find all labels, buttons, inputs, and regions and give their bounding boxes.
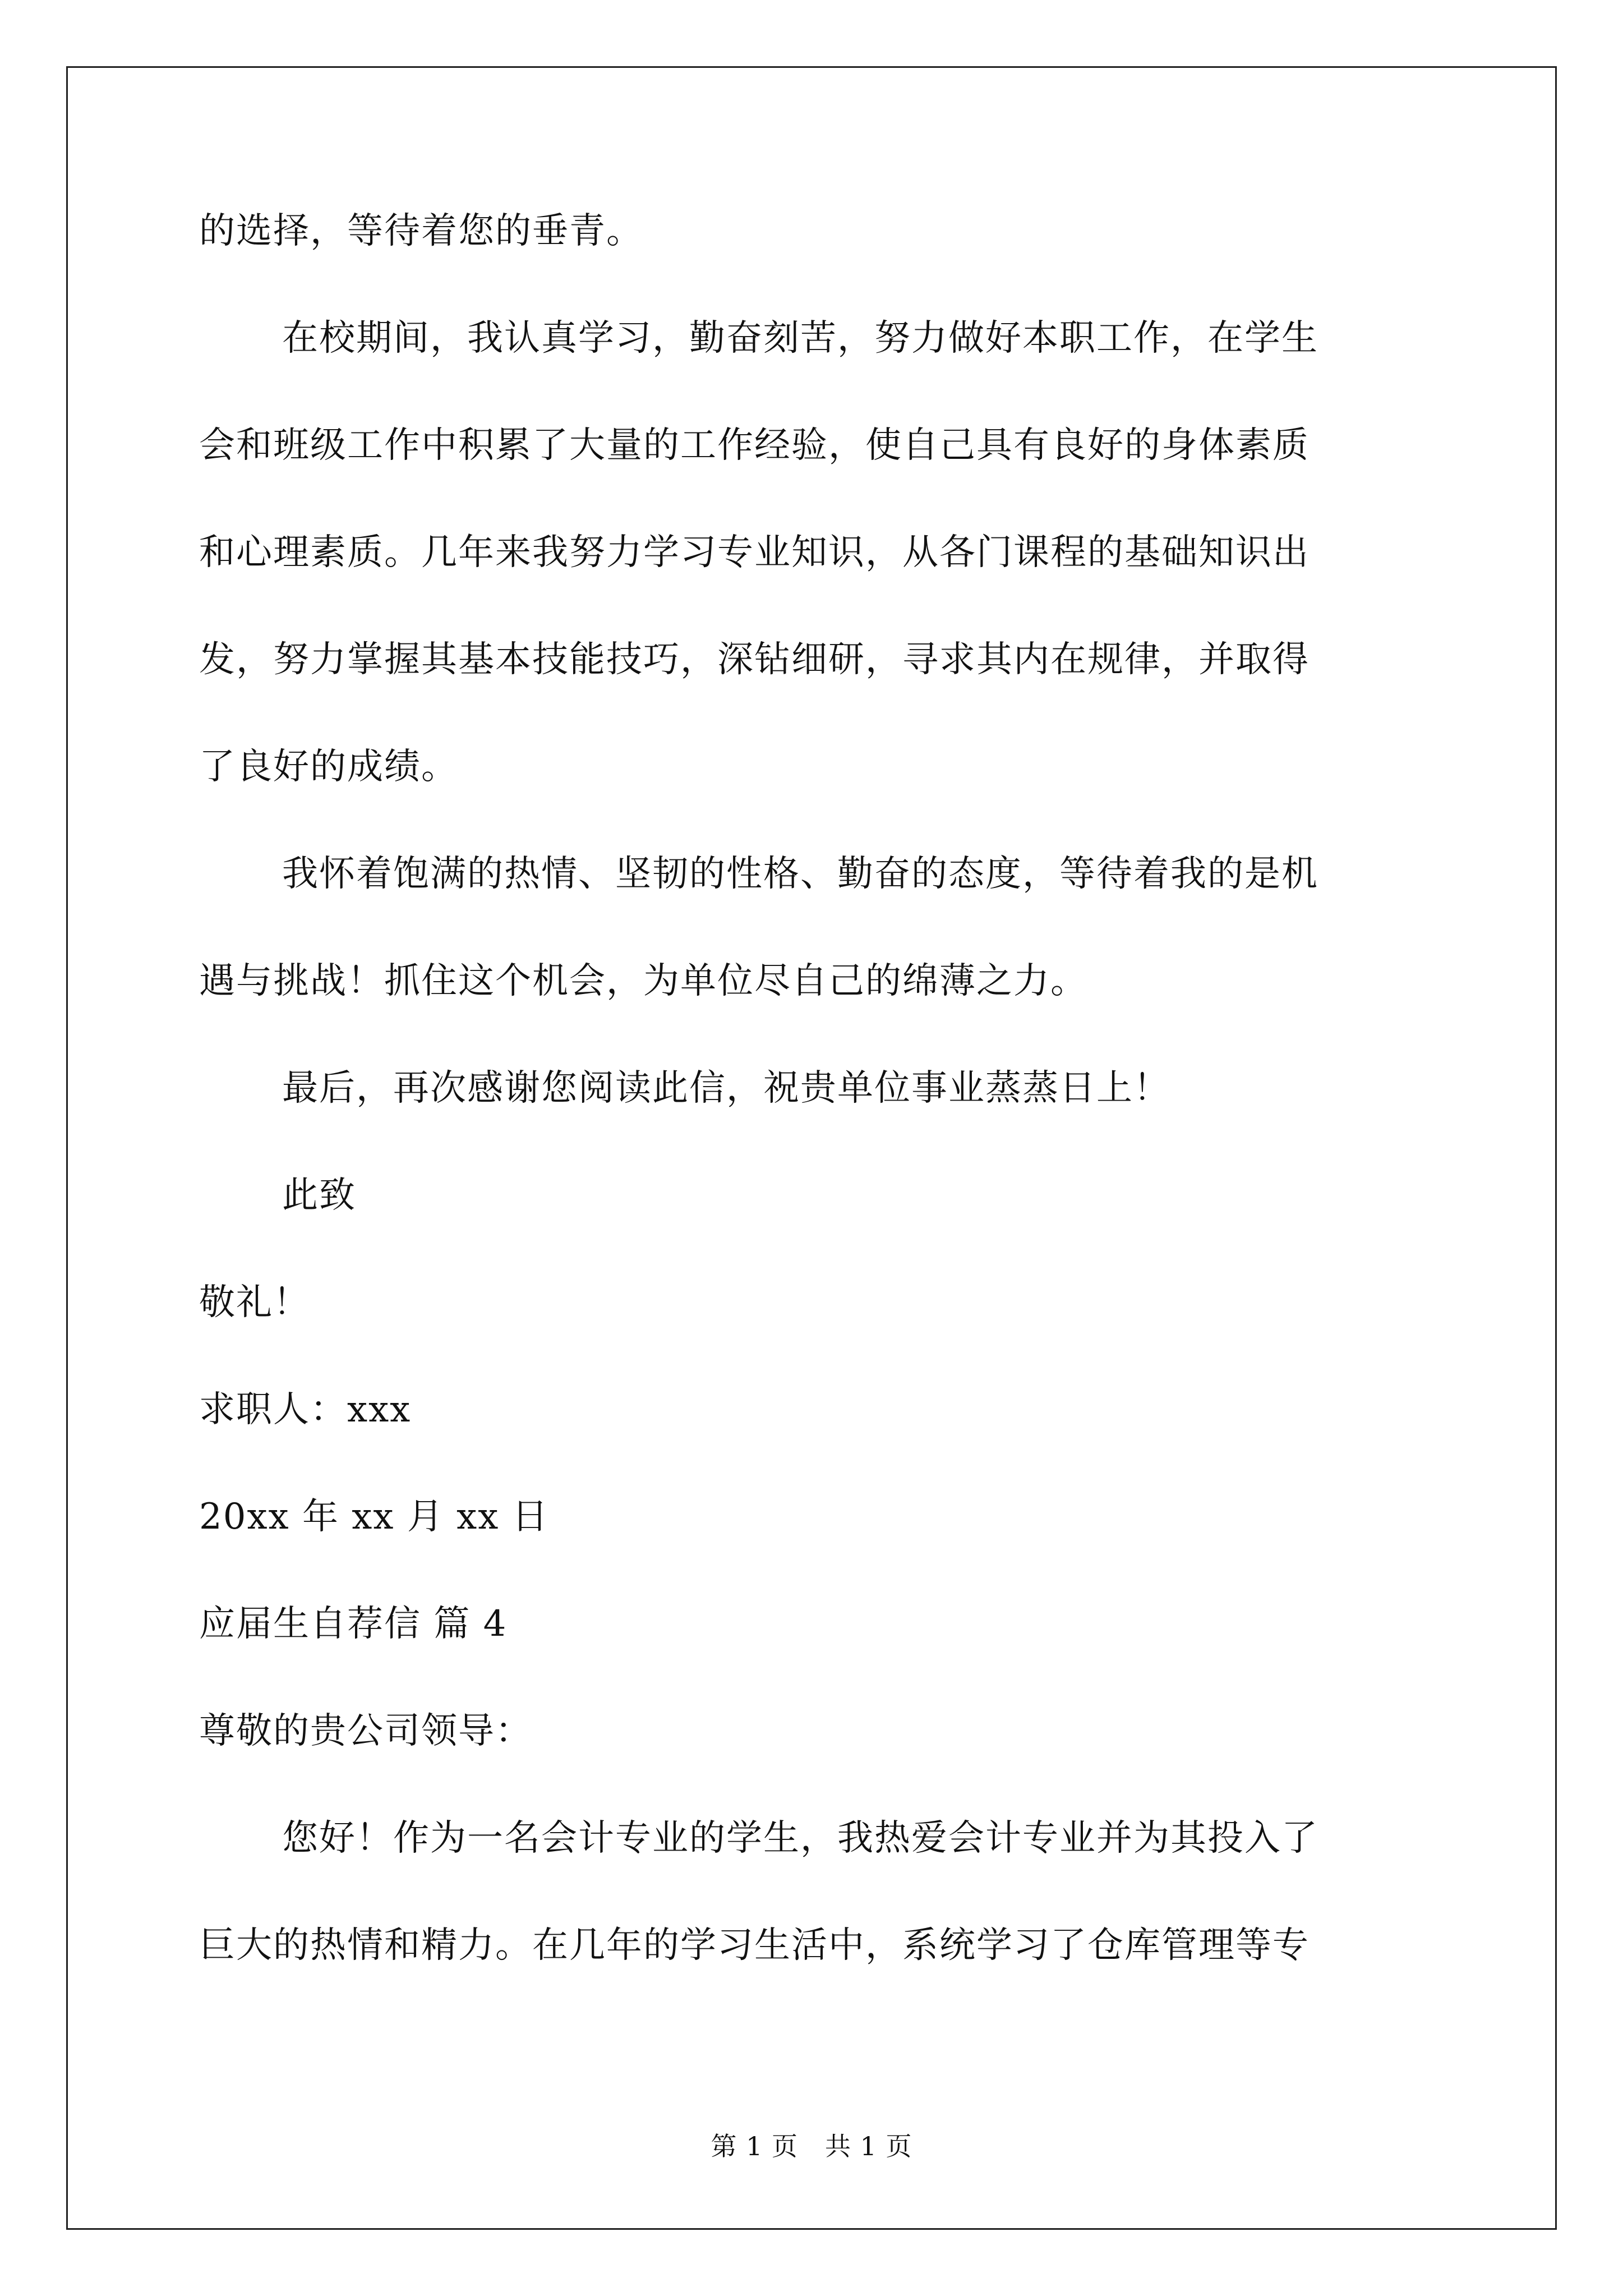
text-line: 巨大的热情和精力。在几年的学习生活中，系统学习了仓库管理等专: [199, 1925, 1310, 1966]
page-number-total: 共 1 页: [825, 2131, 912, 2161]
applicant-signature: 求职人：xxx: [199, 1389, 412, 1430]
letter-greeting: 尊敬的贵公司领导：: [199, 1710, 532, 1752]
page-footer: [0, 2126, 1623, 2163]
text-line: 遇与挑战！抓住这个机会，为单位尽自己的绵薄之力。: [199, 960, 1087, 1002]
text-line: 会和班级工作中积累了大量的工作经验，使自己具有良好的身体素质: [199, 425, 1310, 466]
text-line: 最后，再次感谢您阅读此信，祝贵单位事业蒸蒸日上！: [282, 1068, 1170, 1109]
closing-regards: 敬礼！: [199, 1282, 310, 1323]
section-heading: 应届生自荐信 篇 4: [199, 1603, 508, 1645]
closing-salutation: 此致: [282, 1175, 356, 1216]
text-line: 了良好的成绩。: [199, 746, 458, 788]
text-line: 的选择，等待着您的垂青。: [199, 210, 643, 252]
text-line: 和心理素质。几年来我努力学习专业知识，从各门课程的基础知识出: [199, 532, 1310, 573]
letter-date: 20xx 年 xx 月 xx 日: [199, 1496, 549, 1538]
text-line: 我怀着饱满的热情、坚韧的性格、勤奋的态度，等待着我的是机: [282, 853, 1318, 895]
text-line: 您好！作为一名会计专业的学生，我热爱会计专业并为其投入了: [282, 1818, 1318, 1859]
text-line: 在校期间，我认真学习，勤奋刻苦，努力做好本职工作，在学生: [282, 318, 1318, 359]
text-line: 发，努力掌握其基本技能技巧，深钻细研，寻求其内在规律，并取得: [199, 639, 1310, 680]
page-number-current: 第 1 页: [711, 2131, 798, 2161]
document-body: [199, 210, 1433, 2035]
